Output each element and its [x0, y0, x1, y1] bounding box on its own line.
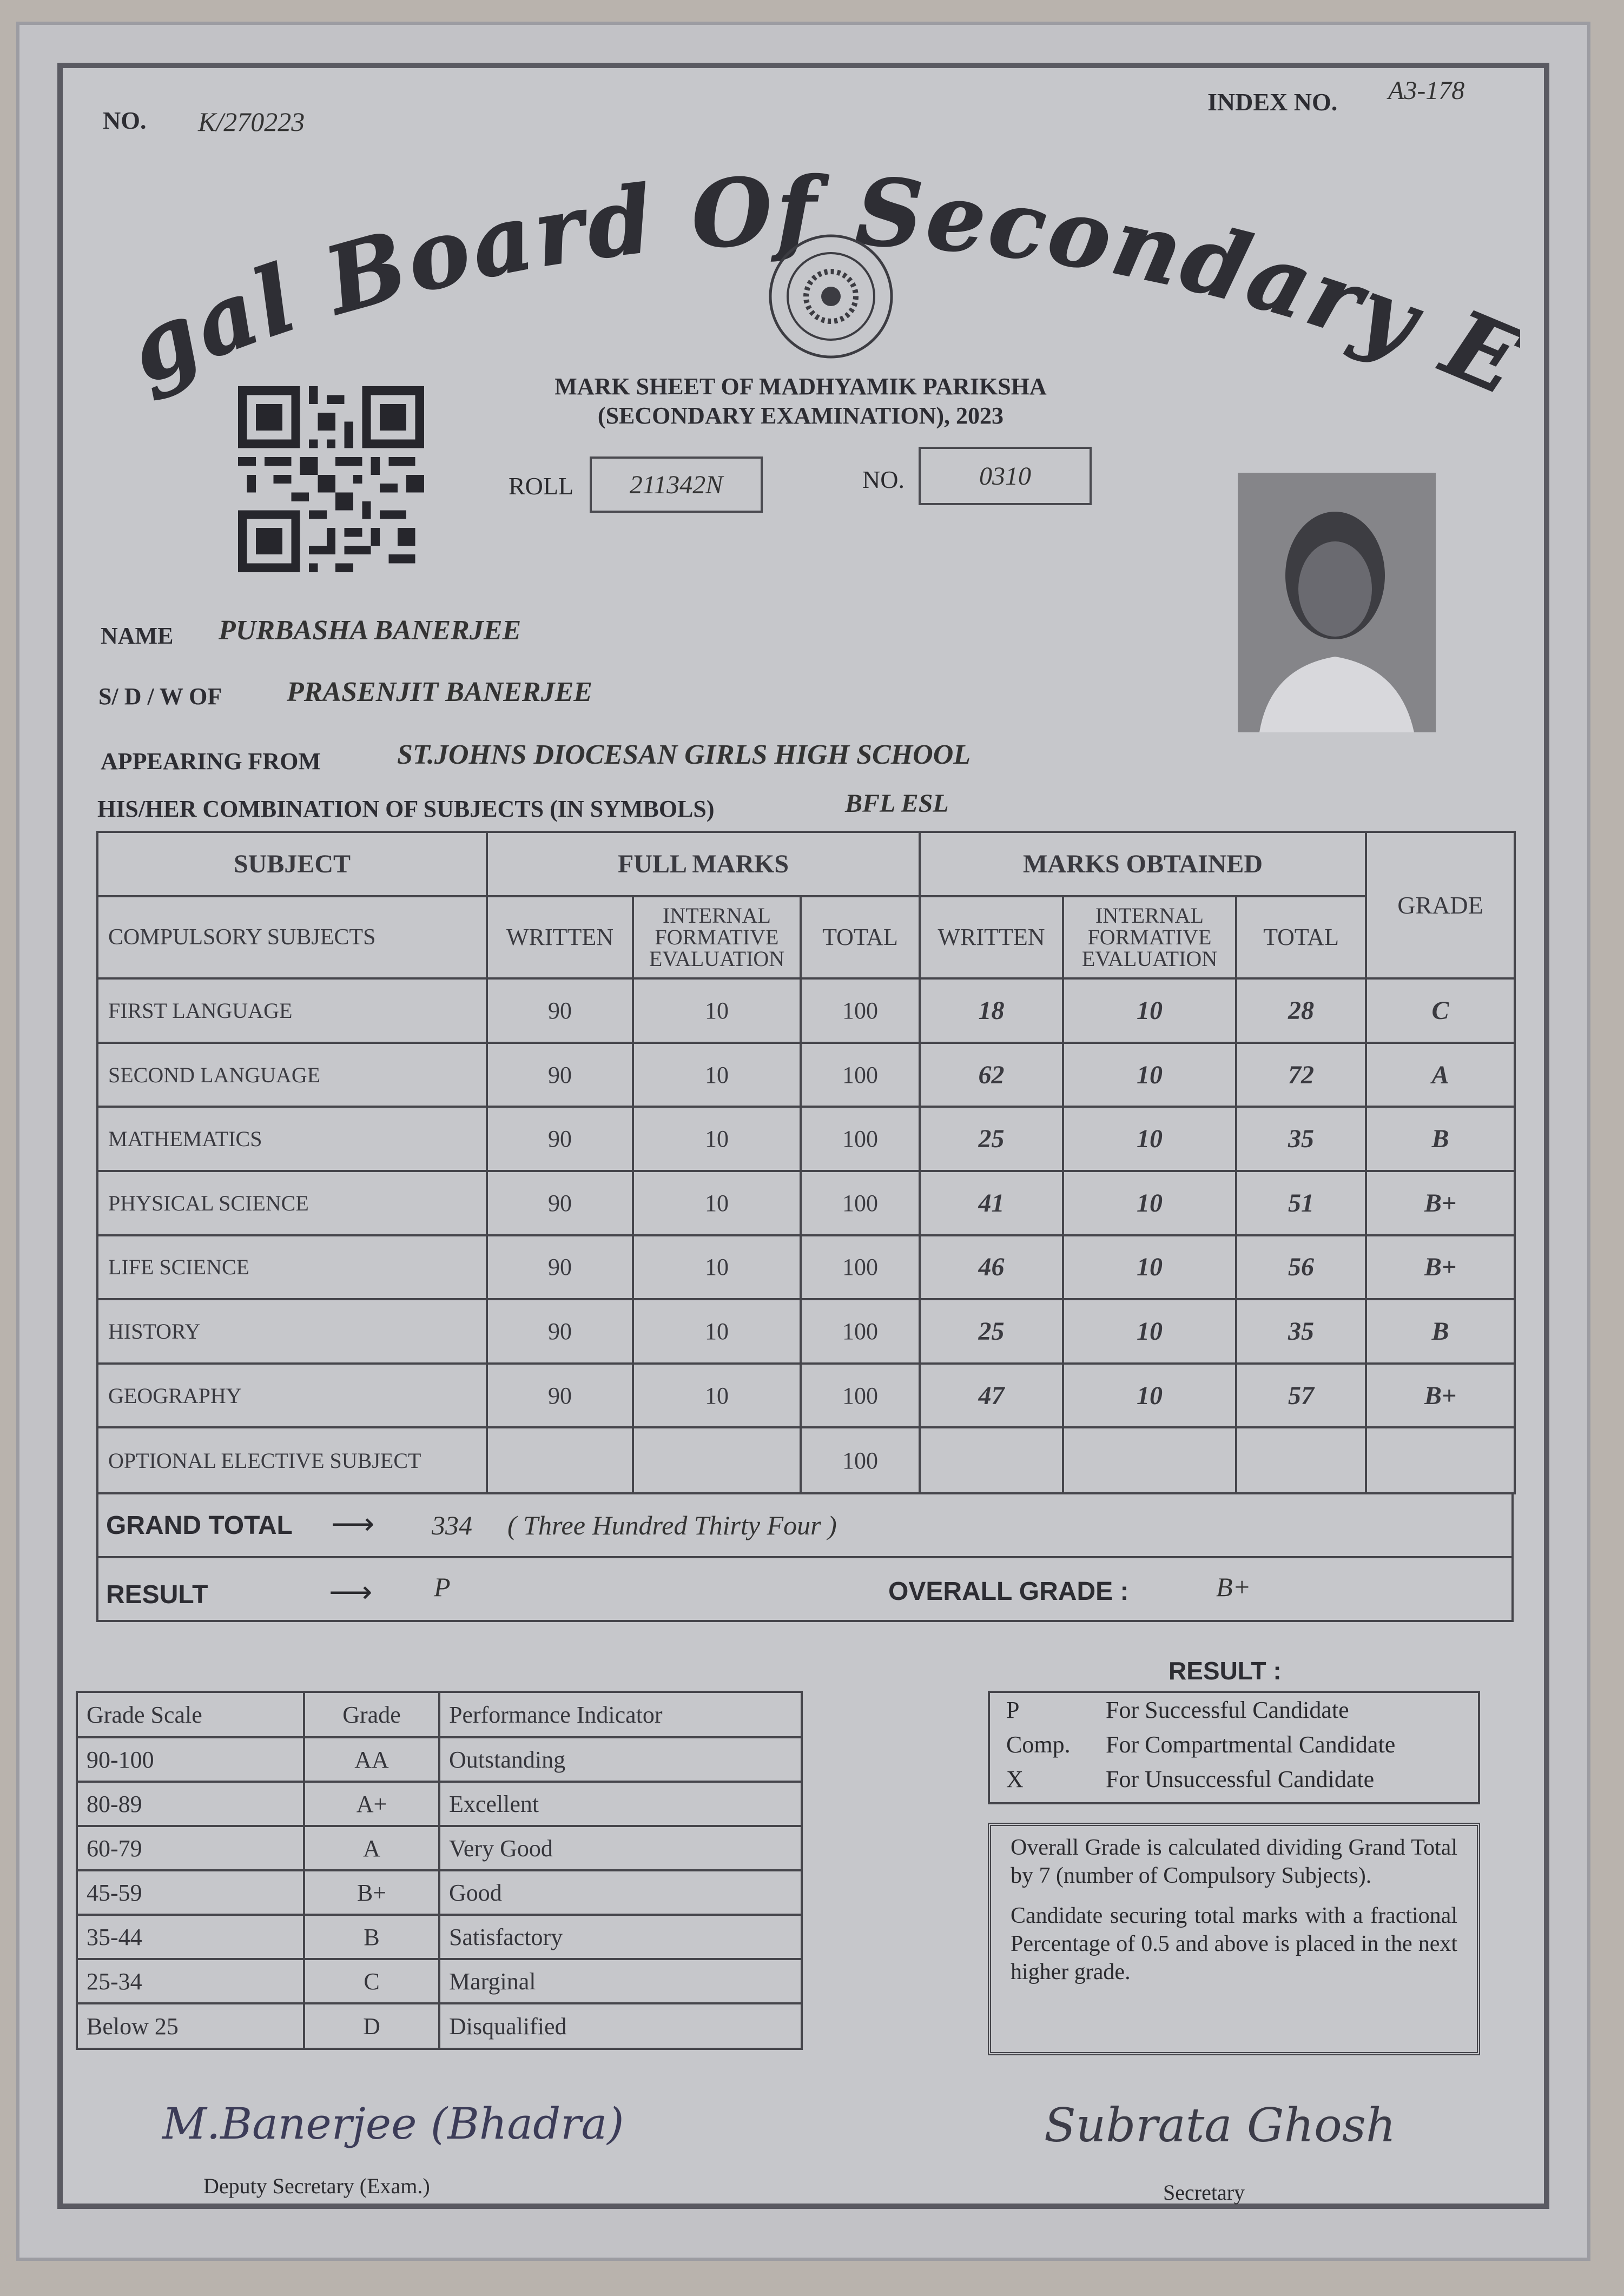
full-internal: 10	[633, 1107, 801, 1171]
serial-no-value: K/270223	[198, 107, 305, 137]
obt-internal: 10	[1063, 978, 1236, 1043]
subject-name: HISTORY	[97, 1299, 487, 1364]
table-row	[77, 1782, 802, 1826]
subject-grade: B+	[1366, 1235, 1515, 1300]
full-written: 90	[487, 1364, 633, 1428]
table-row	[97, 1299, 1515, 1364]
full-written-header: WRITTEN	[487, 896, 633, 979]
obt-written: 25	[920, 1107, 1063, 1171]
table-row	[77, 1959, 802, 2003]
grade-header-col: Grade	[304, 1692, 439, 1737]
marks-obtained-header: MARKS OBTAINED	[920, 832, 1366, 896]
full-internal	[633, 1427, 801, 1493]
obt-internal: 10	[1063, 1043, 1236, 1107]
subject-name: SECOND LANGUAGE	[97, 1043, 487, 1107]
scale-grade: D	[304, 2003, 439, 2049]
subject-header: SUBJECT	[97, 832, 487, 896]
legend-desc: For Unsuccessful Candidate	[1106, 1766, 1375, 1792]
parent-value: PRASENJIT BANERJEE	[287, 677, 592, 707]
roll-label: ROLL	[509, 472, 574, 500]
table-row	[97, 1427, 1515, 1493]
subject-name: PHYSICAL SCIENCE	[97, 1171, 487, 1235]
scale-range: 25-34	[77, 1959, 304, 2003]
grand-total-words: ( Three Hundred Thirty Four )	[507, 1510, 837, 1540]
scale-range: 60-79	[77, 1826, 304, 1870]
name-label: NAME	[101, 623, 174, 649]
table-row	[97, 1107, 1515, 1171]
sheet-title-line-1: MARK SHEET OF MADHYAMIK PARIKSHA	[554, 373, 1047, 400]
arrow-right-icon: ⟶	[331, 1507, 375, 1541]
full-internal: 10	[633, 1299, 801, 1364]
obt-written: 62	[920, 1043, 1063, 1107]
obt-written	[920, 1427, 1063, 1493]
subject-name: LIFE SCIENCE	[97, 1235, 487, 1300]
full-total: 100	[801, 1107, 920, 1171]
result-value: P	[434, 1572, 451, 1602]
result-legend	[988, 1691, 1480, 1804]
subject-grade	[1366, 1427, 1515, 1493]
scale-grade: C	[304, 1959, 439, 2003]
obt-total: 35	[1236, 1107, 1366, 1171]
subject-name: OPTIONAL ELECTIVE SUBJECT	[97, 1427, 487, 1493]
roll-value-box	[590, 456, 763, 513]
scale-indicator: Disqualified	[439, 2003, 802, 2049]
obt-internal-line-2: FORMATIVE	[1087, 924, 1212, 949]
grade-header: GRADE	[1366, 832, 1515, 978]
deputy-secretary-signature: M.Banerjee (Bhadra)	[162, 2099, 624, 2149]
full-total: 100	[801, 1171, 920, 1235]
result-row	[96, 1558, 1514, 1622]
scale-range: Below 25	[77, 2003, 304, 2049]
obt-written: 41	[920, 1171, 1063, 1235]
scale-indicator: Satisfactory	[439, 1915, 802, 1959]
serial-no-label: NO.	[103, 107, 147, 134]
legend-code: X	[1006, 1766, 1024, 1792]
full-total: 100	[801, 1427, 920, 1493]
roll-no-value: 0310	[979, 461, 1031, 491]
obt-total: 51	[1236, 1171, 1366, 1235]
arrow-right-icon: ⟶	[329, 1576, 373, 1609]
index-no-value: A3-178	[1388, 76, 1465, 105]
result-label: RESULT	[106, 1580, 208, 1609]
combination-label: HIS/HER COMBINATION OF SUBJECTS (IN SYMBOLS)	[97, 796, 715, 822]
parent-label: S/ D / W OF	[98, 683, 222, 710]
result-legend-title: RESULT :	[1169, 1657, 1282, 1685]
obt-internal: 10	[1063, 1299, 1236, 1364]
full-written: 90	[487, 1235, 633, 1300]
scale-indicator: Very Good	[439, 1826, 802, 1870]
table-row	[97, 1043, 1515, 1107]
obt-total: 72	[1236, 1043, 1366, 1107]
grand-total-row	[96, 1494, 1514, 1558]
obt-total: 56	[1236, 1235, 1366, 1300]
subject-grade: C	[1366, 978, 1515, 1043]
sheet-title	[509, 372, 1093, 431]
scale-grade: B+	[304, 1870, 439, 1915]
grade-notes	[988, 1823, 1480, 2055]
full-written: 90	[487, 1107, 633, 1171]
subject-grade: A	[1366, 1043, 1515, 1107]
full-internal: 10	[633, 1171, 801, 1235]
obt-written: 47	[920, 1364, 1063, 1428]
full-total-header: TOTAL	[801, 896, 920, 979]
full-internal: 10	[633, 1043, 801, 1107]
full-marks-header: FULL MARKS	[487, 832, 920, 896]
obt-total	[1236, 1427, 1366, 1493]
board-name-text: gal Board Of Secondary	[113, 162, 1435, 405]
board-seal-icon	[767, 233, 895, 360]
full-internal: 10	[633, 1364, 801, 1428]
obt-total: 57	[1236, 1364, 1366, 1428]
subject-name: FIRST LANGUAGE	[97, 978, 487, 1043]
scale-range: 45-59	[77, 1870, 304, 1915]
grand-total-label: GRAND TOTAL	[106, 1511, 293, 1540]
scale-indicator: Good	[439, 1870, 802, 1915]
grand-total-value: 334	[432, 1510, 472, 1540]
table-row	[77, 1870, 802, 1915]
school-value: ST.JOHNS DIOCESAN GIRLS HIGH SCHOOL	[397, 739, 971, 770]
scale-grade: AA	[304, 1737, 439, 1782]
deputy-secretary-title: Deputy Secretary (Exam.)	[203, 2174, 430, 2198]
name-value: PURBASHA BANERJEE	[219, 615, 521, 646]
table-row	[97, 978, 1515, 1043]
obt-internal: 10	[1063, 1364, 1236, 1428]
full-total: 100	[801, 1299, 920, 1364]
scale-grade: A+	[304, 1782, 439, 1826]
secretary-title: Secretary	[1163, 2180, 1245, 2205]
obt-internal-line-1: INTERNAL	[1095, 903, 1204, 928]
scale-range: 35-44	[77, 1915, 304, 1959]
full-internal-line-1: INTERNAL	[663, 903, 771, 928]
obt-total-header: TOTAL	[1236, 896, 1366, 979]
scale-grade: A	[304, 1826, 439, 1870]
full-internal: 10	[633, 1235, 801, 1300]
full-written: 90	[487, 1299, 633, 1364]
full-total: 100	[801, 1043, 920, 1107]
obt-written: 25	[920, 1299, 1063, 1364]
full-total: 100	[801, 1364, 920, 1428]
full-internal: 10	[633, 978, 801, 1043]
subject-grade: B+	[1366, 1364, 1515, 1428]
full-total: 100	[801, 1235, 920, 1300]
obt-written: 46	[920, 1235, 1063, 1300]
full-total: 100	[801, 978, 920, 1043]
table-row	[97, 1235, 1515, 1300]
subject-name: MATHEMATICS	[97, 1107, 487, 1171]
full-internal-header	[633, 896, 801, 979]
scale-grade: B	[304, 1915, 439, 1959]
sheet-title-line-2: (SECONDARY EXAMINATION), 2023	[597, 402, 1004, 429]
marks-table	[96, 831, 1516, 1494]
full-internal-line-3: EVALUATION	[649, 946, 785, 971]
full-written: 90	[487, 1171, 633, 1235]
table-row	[77, 1915, 802, 1959]
legend-code: Comp.	[1006, 1731, 1071, 1758]
obt-internal	[1063, 1427, 1236, 1493]
scale-indicator: Outstanding	[439, 1737, 802, 1782]
table-row	[77, 1826, 802, 1870]
grade-scale-table	[76, 1691, 803, 2050]
legend-code: P	[1006, 1697, 1020, 1723]
table-row	[77, 2003, 802, 2049]
obt-internal-line-3: EVALUATION	[1081, 946, 1218, 971]
obt-internal: 10	[1063, 1107, 1236, 1171]
scale-range: 80-89	[77, 1782, 304, 1826]
obt-total: 28	[1236, 978, 1366, 1043]
obt-written-header: WRITTEN	[920, 896, 1063, 979]
subject-name: GEOGRAPHY	[97, 1364, 487, 1428]
note-fractional: Candidate securing total marks with a fractional Percentage of 0.5 and above is placed in the next higher grade.	[1011, 1903, 1457, 1984]
obt-written: 18	[920, 978, 1063, 1043]
scale-indicator: Marginal	[439, 1959, 802, 2003]
roll-value: 211342N	[629, 470, 723, 499]
obt-internal-header	[1063, 896, 1236, 979]
table-row	[77, 1737, 802, 1782]
subject-grade: B	[1366, 1107, 1515, 1171]
obt-internal: 10	[1063, 1235, 1236, 1300]
table-row	[97, 1171, 1515, 1235]
legend-desc: For Compartmental Candidate	[1106, 1731, 1396, 1758]
subject-grade: B	[1366, 1299, 1515, 1364]
full-internal-line-2: FORMATIVE	[655, 924, 779, 949]
overall-grade-value: B+	[1216, 1572, 1251, 1602]
full-written: 90	[487, 1043, 633, 1107]
compulsory-subjects-header: COMPULSORY SUBJECTS	[97, 896, 487, 979]
full-written	[487, 1427, 633, 1493]
subject-grade: B+	[1366, 1171, 1515, 1235]
scale-indicator: Excellent	[439, 1782, 802, 1826]
legend-desc: For Successful Candidate	[1106, 1697, 1349, 1723]
table-row	[97, 1364, 1515, 1428]
full-written: 90	[487, 978, 633, 1043]
obt-total: 35	[1236, 1299, 1366, 1364]
scale-range: 90-100	[77, 1737, 304, 1782]
combination-value: BFL ESL	[845, 789, 949, 818]
school-label: APPEARING FROM	[101, 748, 321, 775]
obt-internal: 10	[1063, 1171, 1236, 1235]
roll-no-value-box	[919, 447, 1092, 505]
performance-header: Performance Indicator	[439, 1692, 802, 1737]
note-overall-grade: Overall Grade is calculated dividing Grand Total by 7 (number of Compulsory Subjects).	[1011, 1835, 1457, 1888]
grade-scale-header: Grade Scale	[77, 1692, 304, 1737]
secretary-signature: Subrata Ghosh	[1044, 2099, 1396, 2153]
roll-no-label: NO.	[862, 466, 905, 493]
index-no-label: INDEX NO.	[1207, 88, 1338, 116]
qr-code-icon	[238, 386, 424, 572]
candidate-photo	[1238, 473, 1436, 732]
overall-grade-label: OVERALL GRADE :	[888, 1577, 1129, 1606]
